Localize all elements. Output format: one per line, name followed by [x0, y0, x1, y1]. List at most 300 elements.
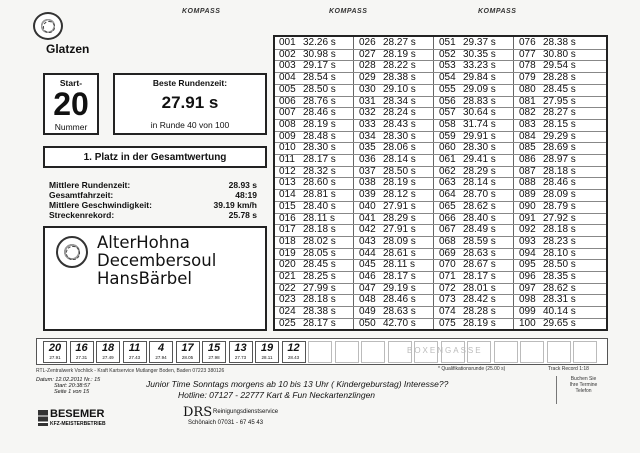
lap-time: 33.23 s	[463, 60, 496, 72]
column-divider	[513, 37, 514, 329]
lap-time: 28.19 s	[463, 317, 496, 329]
result-time: 28.43	[287, 355, 300, 360]
lap-number: 051	[439, 37, 456, 48]
lap-cell	[519, 319, 576, 330]
lap-cell	[439, 73, 496, 84]
lap-cell	[439, 97, 496, 108]
lap-number: 019	[279, 247, 296, 259]
lap-time: 28.10 s	[543, 247, 576, 259]
lap-cell	[359, 38, 416, 49]
result-number: 15	[207, 342, 221, 354]
lap-column-1	[279, 37, 353, 329]
lap-times-table	[273, 35, 608, 331]
lap-cell	[439, 202, 496, 213]
lap-cell	[279, 73, 336, 84]
lap-cell	[519, 202, 576, 213]
footer-print-line: RTL-Zentralwerk Vochlick - Kraft Kartservice Mutlanger Boden, Baden 07223 380126	[36, 368, 225, 374]
lap-column-2	[359, 37, 433, 329]
lap-time: 27.91 s	[383, 200, 416, 212]
besemer-logo-mark	[38, 410, 48, 426]
lap-number: 056	[439, 95, 456, 107]
lap-time: 30.64 s	[463, 107, 496, 119]
stat-value: 25.78 s	[228, 210, 257, 220]
lap-cell	[439, 190, 496, 201]
row-divider	[275, 119, 606, 120]
row-divider	[275, 259, 606, 260]
result-number: 17	[181, 342, 194, 354]
lap-time: 28.46 s	[543, 177, 576, 189]
lap-cell	[439, 143, 496, 154]
lap-number: 038	[359, 177, 376, 189]
row-divider	[275, 72, 606, 73]
lap-number: 016	[279, 212, 296, 224]
result-time: 27.91	[49, 355, 61, 360]
lap-time: 28.18 s	[303, 224, 336, 236]
lap-number: 049	[359, 306, 376, 318]
stat-label: Mittlere Geschwindigkeit:	[49, 200, 152, 210]
row-divider	[275, 84, 606, 85]
empty-result-box	[414, 341, 438, 363]
lap-time: 28.11 s	[383, 259, 416, 271]
empty-result-box	[467, 341, 491, 363]
lap-time: 28.32 s	[303, 165, 336, 177]
empty-result-box	[520, 341, 544, 363]
result-time: 27.49	[102, 355, 114, 360]
lap-number: 089	[519, 189, 536, 201]
result-number: 4	[157, 342, 165, 354]
lap-cell	[359, 97, 416, 108]
lap-number: 060	[439, 142, 456, 154]
lap-number: 086	[519, 154, 536, 165]
lap-time: 27.95 s	[543, 95, 576, 107]
result-number: 18	[101, 342, 115, 354]
lap-cell	[519, 85, 576, 96]
lap-number: 059	[439, 130, 456, 142]
result-box	[43, 341, 67, 363]
empty-result-box	[573, 341, 597, 363]
column-divider	[433, 37, 434, 329]
lap-number: 009	[279, 130, 296, 142]
lap-time: 28.19 s	[383, 48, 416, 60]
start-number-box	[43, 73, 99, 135]
lap-cell	[359, 120, 416, 131]
result-time: 28.05	[181, 355, 194, 360]
lap-time: 27.91 s	[383, 224, 416, 236]
stat-value: 28.93 s	[228, 180, 257, 190]
lap-number: 043	[359, 235, 376, 247]
lap-time: 28.97 s	[543, 154, 576, 165]
lap-time: 28.22 s	[383, 60, 416, 72]
lap-time: 28.40 s	[303, 200, 336, 212]
lap-time: 30.98 s	[303, 48, 336, 60]
lap-number: 058	[439, 118, 456, 130]
result-number: 16	[75, 342, 88, 354]
lap-column-4	[519, 37, 593, 329]
lap-time: 42.70 s	[383, 317, 416, 329]
lap-time: 28.24 s	[383, 107, 416, 119]
lap-cell	[279, 61, 336, 72]
result-number: 19	[260, 342, 274, 354]
lap-cell	[279, 237, 336, 248]
lap-time: 28.01 s	[463, 282, 496, 294]
lap-number: 061	[439, 154, 456, 165]
row-divider	[275, 131, 606, 132]
lap-number: 003	[279, 60, 296, 72]
lap-time: 29.65 s	[543, 317, 576, 329]
lap-time: 28.62 s	[543, 282, 576, 294]
lap-cell	[519, 120, 576, 131]
lap-cell	[359, 225, 416, 236]
lap-number: 071	[439, 271, 456, 282]
lap-number: 034	[359, 130, 376, 142]
stat-label: Streckenrekord:	[49, 210, 115, 220]
empty-result-box	[441, 341, 465, 363]
lap-cell	[519, 73, 576, 84]
lap-cell	[279, 319, 336, 330]
lap-time: 28.17 s	[303, 317, 336, 329]
result-box	[282, 341, 306, 363]
footer-page: Seite 1 von 15	[54, 389, 90, 395]
lap-time: 28.34 s	[383, 95, 416, 107]
lap-time: 28.67 s	[463, 259, 496, 271]
right-info-block	[556, 376, 610, 404]
lap-number: 065	[439, 200, 456, 212]
lap-cell	[519, 108, 576, 119]
lap-number: 098	[519, 294, 536, 306]
best-lap-box	[113, 73, 267, 135]
lap-number: 031	[359, 95, 376, 107]
lap-cell	[279, 178, 336, 189]
lap-number: 048	[359, 294, 376, 306]
lap-number: 081	[519, 95, 536, 107]
lap-cell	[279, 202, 336, 213]
row-divider	[275, 201, 606, 202]
lap-cell	[359, 237, 416, 248]
driver-name: HansBärbel	[97, 269, 192, 288]
empty-result-box	[547, 341, 571, 363]
stat-row	[43, 180, 267, 190]
lap-time: 28.09 s	[543, 189, 576, 201]
lap-time: 28.05 s	[303, 247, 336, 259]
lap-cell	[279, 295, 336, 306]
empty-result-box	[308, 341, 332, 363]
result-time: 27.98	[208, 355, 220, 360]
lap-number: 001	[279, 37, 296, 48]
lap-number: 096	[519, 271, 536, 282]
lap-number: 042	[359, 224, 376, 236]
lap-cell	[279, 85, 336, 96]
lap-cell	[519, 272, 576, 283]
lap-time: 28.25 s	[303, 271, 336, 282]
lap-number: 092	[519, 224, 536, 236]
lap-time: 28.14 s	[463, 177, 496, 189]
sponsor-drs: DRS	[183, 405, 213, 420]
lap-cell	[279, 38, 336, 49]
lap-number: 055	[439, 83, 456, 95]
lap-cell	[359, 61, 416, 72]
lap-cell	[279, 307, 336, 318]
row-divider	[275, 248, 606, 249]
lap-cell	[359, 108, 416, 119]
lap-time: 28.30 s	[463, 142, 496, 154]
lap-number: 073	[439, 294, 456, 306]
lap-cell	[439, 178, 496, 189]
driver-name: Decembersoul	[97, 251, 217, 270]
lap-number: 069	[439, 247, 456, 259]
lap-cell	[279, 225, 336, 236]
lap-number: 024	[279, 306, 296, 318]
result-time: 27.31	[75, 355, 88, 360]
row-divider	[275, 177, 606, 178]
result-box	[176, 341, 200, 363]
lap-time: 28.69 s	[543, 142, 576, 154]
lap-number: 044	[359, 247, 376, 259]
row-divider	[275, 49, 606, 50]
lap-time: 28.19 s	[303, 118, 336, 130]
promo-text: Junior Time Sonntags morgens ab 10 bis 13 Uhr ( Kindergeburstag) Interesse??	[146, 379, 449, 389]
lap-time: 29.10 s	[383, 83, 416, 95]
result-number: 13	[234, 342, 247, 354]
empty-result-box	[388, 341, 412, 363]
lap-number: 020	[279, 259, 296, 271]
driver-names	[97, 234, 216, 288]
lap-cell	[359, 202, 416, 213]
lap-number: 032	[359, 107, 376, 119]
lap-number: 037	[359, 165, 376, 177]
row-divider	[275, 213, 606, 214]
result-number: 11	[128, 342, 141, 354]
row-divider	[275, 306, 606, 307]
lap-time: 28.28 s	[543, 72, 576, 84]
lap-time: 28.76 s	[303, 95, 336, 107]
best-lap-label: Beste Rundenzeit:	[152, 78, 228, 88]
lap-cell	[359, 307, 416, 318]
lap-cell	[279, 260, 336, 271]
lap-number: 082	[519, 107, 536, 119]
lap-time: 28.18 s	[543, 165, 576, 177]
lap-cell	[439, 155, 496, 166]
lap-cell	[359, 284, 416, 295]
lap-time: 28.28 s	[463, 306, 496, 318]
lap-number: 097	[519, 282, 536, 294]
row-divider	[275, 60, 606, 61]
result-box	[202, 341, 226, 363]
result-box	[229, 341, 253, 363]
lap-number: 062	[439, 165, 456, 177]
lap-cell	[359, 249, 416, 260]
sponsor-drs-sub: Reinigungsdienstservice	[213, 409, 279, 415]
lap-number: 046	[359, 271, 376, 282]
lap-time: 28.31 s	[543, 294, 576, 306]
stat-row	[43, 210, 267, 220]
lap-number: 033	[359, 118, 376, 130]
club-logo-seal	[33, 12, 63, 40]
lap-cell	[279, 132, 336, 143]
lap-time: 29.91 s	[463, 130, 496, 142]
lap-number: 040	[359, 200, 376, 212]
lap-time: 28.14 s	[383, 154, 416, 165]
lap-cell	[439, 295, 496, 306]
lap-cell	[359, 190, 416, 201]
driver-name: AlterHohna	[97, 233, 190, 252]
lap-time: 28.43 s	[383, 118, 416, 130]
lap-cell	[359, 178, 416, 189]
lap-time: 28.35 s	[543, 271, 576, 282]
lap-time: 28.02 s	[303, 235, 336, 247]
lap-number: 054	[439, 72, 456, 84]
kompass-logo-right: KOMPASS	[478, 8, 517, 15]
lap-number: 023	[279, 294, 296, 306]
lap-number: 077	[519, 48, 536, 60]
start-number: 20	[53, 86, 89, 122]
row-divider	[275, 189, 606, 190]
lap-cell	[359, 155, 416, 166]
lap-cell	[519, 178, 576, 189]
lap-cell	[359, 319, 416, 330]
lap-cell	[439, 61, 496, 72]
lap-number: 002	[279, 48, 296, 60]
club-seal	[56, 236, 88, 268]
best-lap-time: 27.91 s	[161, 93, 219, 112]
lap-cell	[359, 50, 416, 61]
lap-time: 28.42 s	[463, 294, 496, 306]
lap-time: 28.30 s	[303, 142, 336, 154]
lap-time: 28.54 s	[303, 72, 336, 84]
lap-number: 095	[519, 259, 536, 271]
lap-time: 31.74 s	[463, 118, 496, 130]
lap-time: 29.17 s	[303, 60, 336, 72]
right-info-line: Telefon	[575, 388, 592, 394]
lap-cell	[279, 97, 336, 108]
row-divider	[275, 96, 606, 97]
result-time: 27.94	[155, 355, 167, 360]
lap-number: 041	[359, 212, 376, 224]
lap-number: 006	[279, 95, 296, 107]
lap-time: 28.59 s	[463, 235, 496, 247]
lap-time: 28.27 s	[383, 37, 416, 48]
boxen-watermark: BOXENGASSE	[407, 346, 483, 355]
lap-time: 32.26 s	[303, 37, 336, 48]
lap-cell	[439, 120, 496, 131]
lap-cell	[519, 132, 576, 143]
result-time: 28.11	[261, 355, 273, 360]
lap-time: 40.14 s	[543, 306, 576, 318]
lap-cell	[439, 132, 496, 143]
lap-number: 091	[519, 212, 536, 224]
lap-number: 094	[519, 247, 536, 259]
lap-number: 014	[279, 189, 296, 201]
lap-time: 28.70 s	[463, 189, 496, 201]
column-divider	[353, 37, 354, 329]
lap-time: 28.19 s	[383, 177, 416, 189]
lap-time: 28.45 s	[543, 83, 576, 95]
lap-cell	[519, 97, 576, 108]
lap-cell	[279, 120, 336, 131]
lap-number: 007	[279, 107, 296, 119]
row-divider	[275, 283, 606, 284]
result-box	[255, 341, 279, 363]
right-info-line: Buchen Sie	[570, 376, 597, 382]
lap-cell	[279, 167, 336, 178]
lap-cell	[359, 167, 416, 178]
lap-number: 093	[519, 235, 536, 247]
lap-number: 025	[279, 317, 296, 329]
lap-number: 026	[359, 37, 376, 48]
lap-number: 099	[519, 306, 536, 318]
lap-cell	[359, 214, 416, 225]
lap-cell	[519, 295, 576, 306]
lap-number: 015	[279, 200, 296, 212]
lap-cell	[519, 38, 576, 49]
lap-number: 063	[439, 177, 456, 189]
lap-cell	[279, 108, 336, 119]
row-divider	[275, 154, 606, 155]
result-box	[149, 341, 173, 363]
lap-cell	[519, 61, 576, 72]
lap-time: 28.18 s	[543, 224, 576, 236]
lap-time: 29.84 s	[463, 72, 496, 84]
lap-cell	[439, 272, 496, 283]
lap-time: 29.19 s	[383, 282, 416, 294]
lap-number: 017	[279, 224, 296, 236]
row-divider	[275, 224, 606, 225]
lap-number: 087	[519, 165, 536, 177]
lap-time: 27.99 s	[303, 282, 336, 294]
kompass-logo-left: KOMPASS	[182, 8, 221, 15]
lap-cell	[439, 85, 496, 96]
lap-cell	[439, 307, 496, 318]
lap-time: 28.79 s	[543, 200, 576, 212]
result-box	[123, 341, 147, 363]
lap-time: 28.18 s	[303, 294, 336, 306]
lap-number: 035	[359, 142, 376, 154]
lap-time: 29.09 s	[463, 83, 496, 95]
lap-cell	[439, 237, 496, 248]
lap-cell	[279, 249, 336, 260]
lap-number: 085	[519, 142, 536, 154]
stat-label: Mittlere Rundenzeit:	[49, 180, 131, 190]
lap-number: 012	[279, 165, 296, 177]
row-divider	[275, 236, 606, 237]
lap-time: 30.80 s	[543, 48, 576, 60]
results-strip	[36, 338, 608, 365]
empty-result-box	[361, 341, 385, 363]
lap-time: 28.27 s	[543, 107, 576, 119]
result-number: 20	[48, 342, 62, 354]
lap-cell	[279, 190, 336, 201]
best-lap-detail: in Runde 40 von 100	[150, 120, 230, 130]
qualification-note: * Qualifikationsrunde (25.00 s)	[438, 366, 506, 372]
lap-cell	[439, 50, 496, 61]
right-info-line: Ihre Termine	[569, 382, 598, 388]
lap-cell	[519, 249, 576, 260]
sponsor-besemer-sub: KFZ-MEISTERBETRIEB	[50, 421, 106, 427]
lap-number: 100	[519, 317, 536, 329]
lap-cell	[439, 214, 496, 225]
lap-cell	[439, 108, 496, 119]
lap-cell	[519, 237, 576, 248]
row-divider	[275, 166, 606, 167]
hotline-text: Hotline: 07127 - 22777 Kart & Fun Neckartenzlingen	[178, 390, 376, 400]
lap-number: 011	[279, 154, 295, 165]
lap-cell	[519, 225, 576, 236]
lap-cell	[519, 307, 576, 318]
track-name: Glatzen	[46, 42, 90, 56]
lap-number: 052	[439, 48, 456, 60]
lap-cell	[439, 167, 496, 178]
lap-cell	[279, 50, 336, 61]
lap-cell	[359, 260, 415, 271]
